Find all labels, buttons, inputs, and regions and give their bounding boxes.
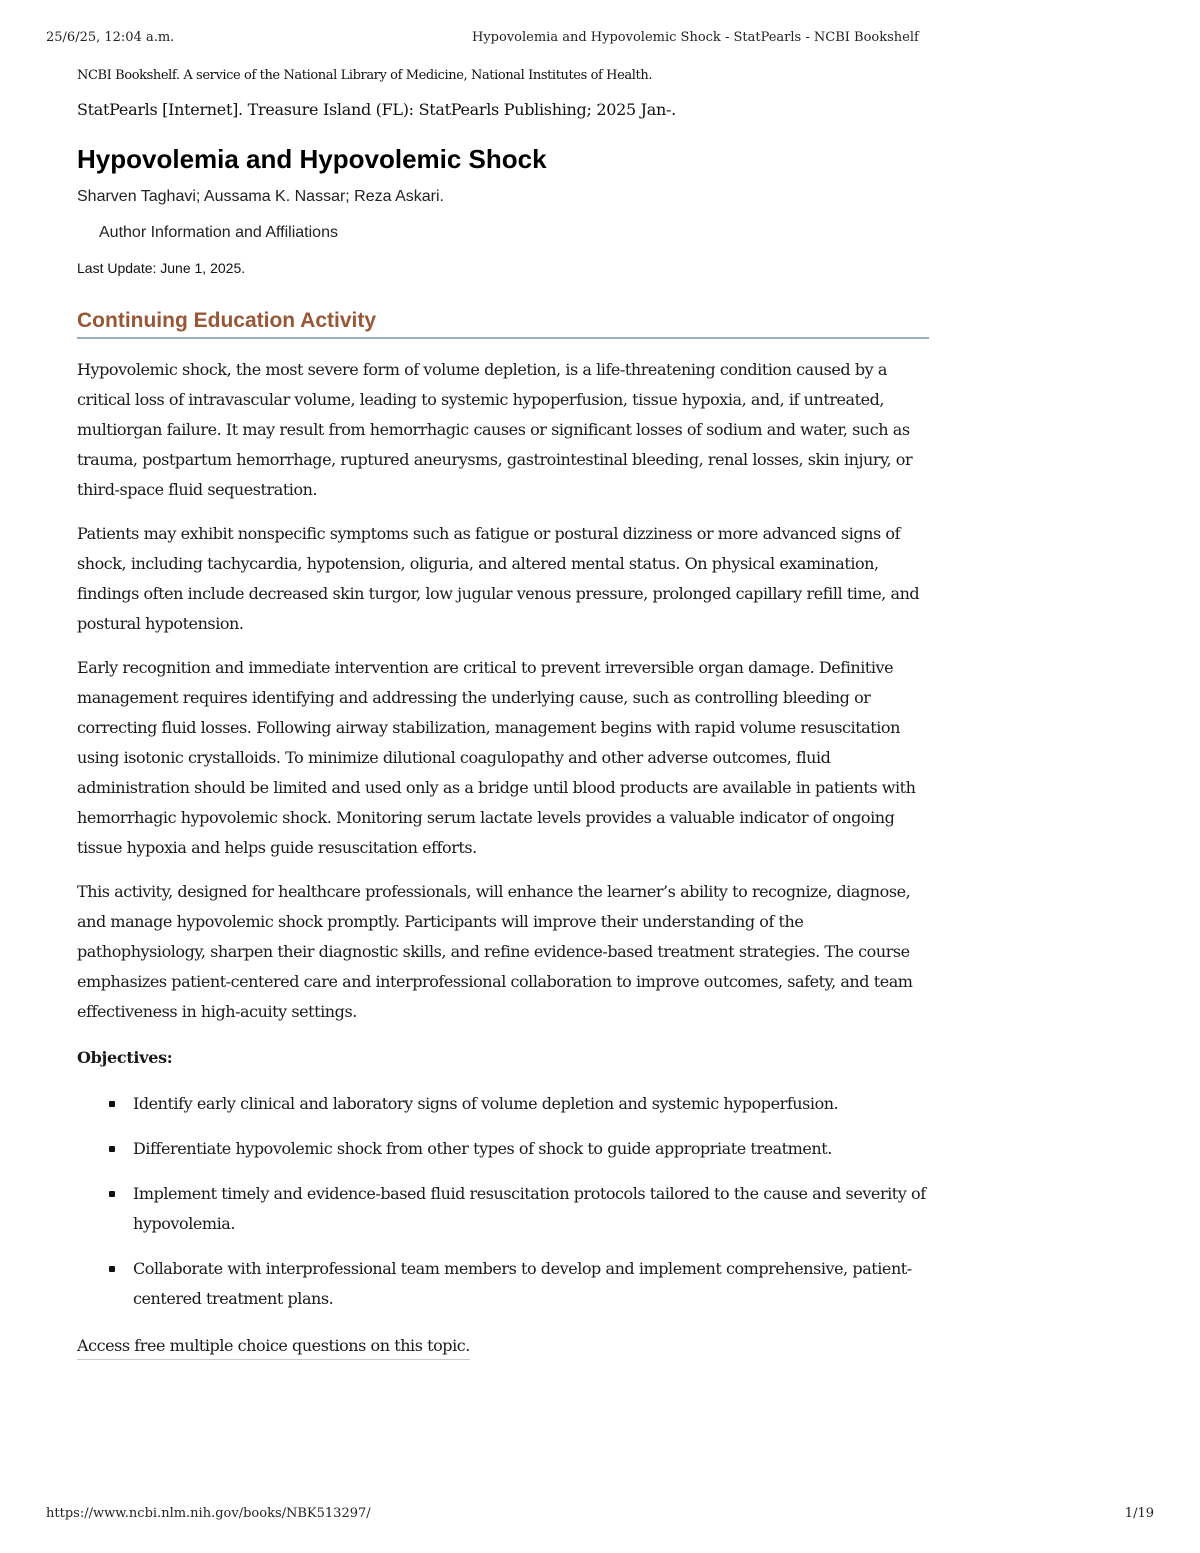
paragraph: Early recognition and immediate intervention are critical to prevent irreversible organ damage. Definitive management requires identifying and addressing the underlying cause, such as controlling bleeding or correcting fluid losses. Following airway stabilization, management begins with rapid volume resuscitation using isotonic crystalloids. To minimize dilutional coagulopathy and other adverse outcomes, fluid administration should be limited and used only as a bridge until blood products are available in patients with hemorrhagic hypovolemic shock. Monitoring serum lactate levels provides a valuable indicator of ongoing tissue hypoxia and helps guide resuscitation efforts. (77, 658, 916, 857)
bullet-icon (109, 1101, 115, 1107)
page-number: 1/19 (1124, 1506, 1154, 1521)
objective-item (133, 1254, 929, 1314)
bullet-icon (109, 1146, 115, 1152)
section-heading: Continuing Education Activity (77, 307, 929, 339)
objectives-list (77, 1089, 929, 1314)
page-content (77, 66, 929, 1360)
paragraph: Hypovolemic shock, the most severe form of volume depletion, is a life-threatening condition caused by a critical loss of intravascular volume, leading to systemic hypoperfusion, tissue hypoxia, and, if untreated, multiorgan failure. It may result from hemorrhagic causes or significant losses of sodium and water, such as trauma, postpartum hemorrhage, ruptured aneurysms, gastrointestinal bleeding, renal losses, skin injury, or third-space fluid sequestration. (77, 360, 913, 499)
objectives-label: Objectives: (77, 1048, 173, 1067)
citation: StatPearls [Internet]. Treasure Island (FL): StatPearls Publishing; 2025 Jan-. (77, 100, 676, 119)
objective-text: Implement timely and evidence-based fluid resuscitation protocols tailored to the cause and severity of hypovolemia. (133, 1184, 926, 1233)
bullet-icon (109, 1191, 115, 1197)
print-doc-title: Hypovolemia and Hypovolemic Shock - StatPearls - NCBI Bookshelf (472, 30, 919, 45)
paragraph: Patients may exhibit nonspecific symptoms such as fatigue or postural dizziness or more advanced signs of shock, including tachycardia, hypotension, oliguria, and altered mental status. On physical examination, findings often include decreased skin turgor, low jugular venous pressure, prolonged capillary refill time, and postural hypotension. (77, 524, 920, 633)
last-update: Last Update: June 1, 2025. (77, 260, 246, 276)
bullet-icon (109, 1266, 115, 1272)
service-line (77, 66, 929, 86)
paragraph: This activity, designed for healthcare professionals, will enhance the learner’s ability to recognize, diagnose, and manage hypovolemic shock promptly. Participants will improve their understanding of the pathophysiology, sharpen their diagnostic skills, and refine evidence-based treatment strategies. The course emphasizes patient-centered care and interprofessional collaboration to improve outcomes, safety, and team effectiveness in high-acuity settings. (77, 882, 913, 1021)
mcq-link[interactable]: Access free multiple choice questions on this topic. (77, 1333, 470, 1360)
ncbi-bookshelf-link[interactable]: NCBI Bookshelf. (77, 68, 180, 83)
objective-text: Collaborate with interprofessional team members to develop and implement comprehensive, patient-centered treatment plans. (133, 1259, 912, 1308)
page-title: Hypovolemia and Hypovolemic Shock (77, 144, 547, 174)
objective-item (133, 1089, 929, 1119)
author-list: Sharven Taghavi; Aussama K. Nassar; Reza Askari. (77, 188, 444, 205)
print-datetime: 25/6/25, 12:04 a.m. (46, 30, 175, 45)
objective-text: Differentiate hypovolemic shock from other types of shock to guide appropriate treatment. (133, 1139, 832, 1158)
objective-item (133, 1179, 929, 1239)
author-affiliations-toggle[interactable]: Author Information and Affiliations (99, 224, 338, 241)
service-description: A service of the National Library of Medicine, National Institutes of Health. (179, 68, 653, 83)
print-url: https://www.ncbi.nlm.nih.gov/books/NBK513297/ (46, 1506, 371, 1521)
objective-text: Identify early clinical and laboratory signs of volume depletion and systemic hypoperfusion. (133, 1094, 839, 1113)
objective-item (133, 1134, 929, 1164)
print-header (46, 30, 1154, 50)
print-footer (46, 1506, 1154, 1526)
